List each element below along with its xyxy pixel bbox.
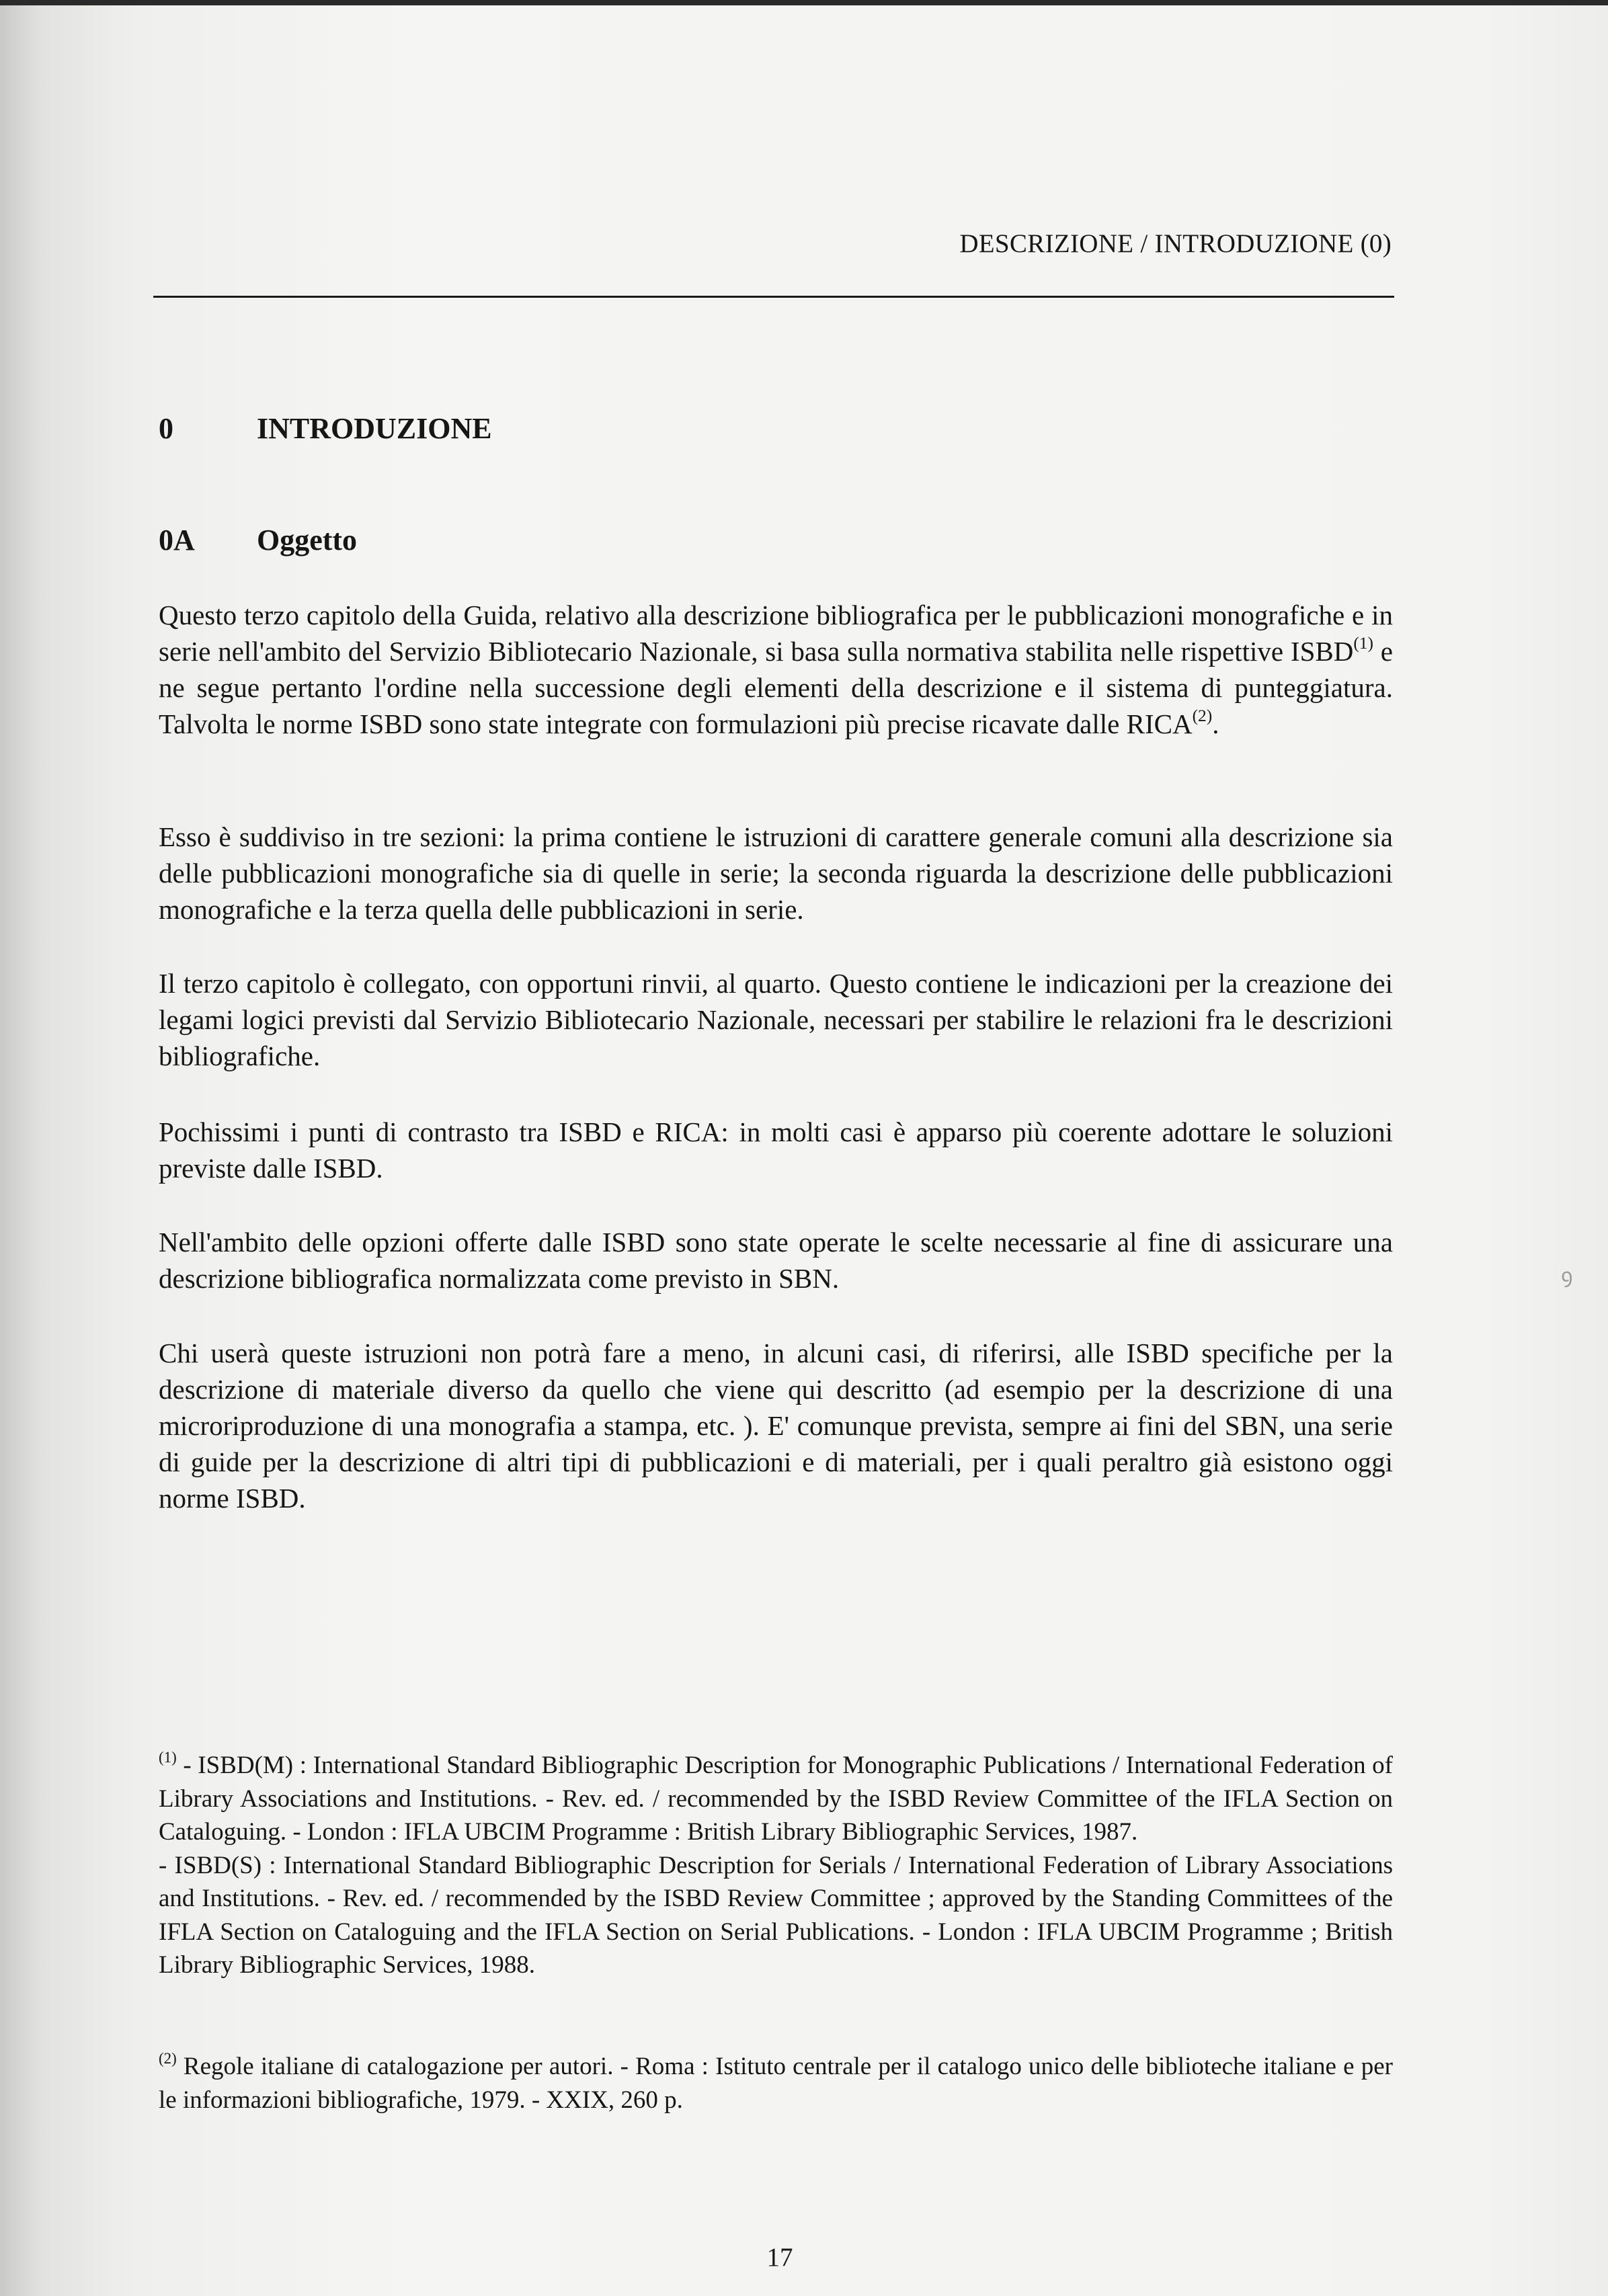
- section-title: INTRODUZIONE: [257, 412, 492, 445]
- paragraph-1: [159, 597, 1393, 742]
- footnote-1: [159, 1749, 1393, 1982]
- header-rule: [153, 296, 1394, 298]
- footnote-2: [159, 2050, 1393, 2117]
- footnote-1-continuation: - ISBD(S) : International Standard Bibliographic Description for Serials / International Federation of Library Associations and Institutions. - Rev. ed. / recommended by the ISBD Review Committee ; approved by the Standing Committees of the IFLA Section on Cataloguing and the IFLA Section on Serial Publications. - London : IFLA UBCIM Programme ; British Library Bibliographic Services, 1988.: [159, 1851, 1393, 1979]
- paragraph-3-text: Il terzo capitolo è collegato, con opportuni rinvii, al quarto. Questo contiene le indicazioni per la creazione dei legami logici previsti dal Servizio Bibliotecario Nazionale, necessari per stabilire le relazioni fra le descrizioni bibliografiche.: [159, 968, 1393, 1071]
- paragraph-1-part-b: e ne segue pertanto l'ordine nella successione degli elementi della descrizione e il sistema di punteggiatura. Talvolta le norme ISBD sono state integrate con formulazioni più precise ricavate dalle RICA: [159, 636, 1393, 739]
- paragraph-2-text: Esso è suddiviso in tre sezioni: la prima contiene le istruzioni di carattere generale comuni alla descrizione sia delle pubblicazioni monografiche sia di quelle in serie; la seconda riguarda la descrizione delle pubblicazioni monografiche e la terza quella delle pubblicazioni in serie.: [159, 821, 1393, 925]
- footnote-ref-2: (2): [1192, 706, 1213, 726]
- running-header: DESCRIZIONE / INTRODUZIONE (0): [959, 229, 1392, 258]
- footnote-2-text: Regole italiane di catalogazione per autori. - Roma : Istituto centrale per il catalogo unico delle biblioteche italiane e per le informazioni bibliografiche, 1979. - XXIX, 260 p.: [159, 2053, 1393, 2114]
- paragraph-5: [159, 1224, 1393, 1297]
- subsection-heading-oggetto: [159, 523, 357, 557]
- margin-pencil-mark: ꝯ: [1561, 1265, 1573, 1287]
- section-number: 0: [159, 412, 173, 445]
- paragraph-1-part-a: Questo terzo capitolo della Guida, relativo alla descrizione bibliografica per le pubblicazioni monografiche e in serie nell'ambito del Servizio Bibliotecario Nazionale, si basa sulla normativa stabilita nelle rispettive ISBD: [159, 600, 1393, 667]
- page-number: 17: [766, 2243, 793, 2272]
- footnote-1-marker: (1): [159, 1748, 177, 1766]
- paragraph-5-text: Nell'ambito delle opzioni offerte dalle ISBD sono state operate le scelte necessarie al fine di assicurare una descrizione bibliografica normalizzata come previsto in SBN.: [159, 1227, 1393, 1294]
- footnote-ref-1: (1): [1353, 634, 1373, 653]
- paragraph-4-text: Pochissimi i punti di contrasto tra ISBD e RICA: in molti casi è apparso più coerente adottare le soluzioni previste dalle ISBD.: [159, 1116, 1393, 1184]
- paragraph-4: [159, 1114, 1393, 1186]
- paragraph-6-text: Chi userà queste istruzioni non potrà fare a meno, in alcuni casi, di riferirsi, alle ISBD specifiche per la descrizione di materiale diverso da quello che viene qui descritto (ad esempio per la descrizione di una microriproduzione di una monografia a stampa, etc. ). E' comunque prevista, sempre ai fini del SBN, una serie di guide per la descrizione di altri tipi di pubblicazioni e di materiali, per i quali peraltro già esistono oggi norme ISBD.: [159, 1338, 1393, 1514]
- paragraph-2: [159, 819, 1393, 928]
- scan-top-edge: [0, 0, 1608, 5]
- paragraph-3: [159, 965, 1393, 1074]
- footnote-1-text: - ISBD(M) : International Standard Bibliographic Description for Monographic Publications / International Federation of Library Associations and Institutions. - Rev. ed. / recommended by the ISBD Review Committee of the IFLA Section on Cataloguing. - London : IFLA UBCIM Programme : British Library Bibliographic Services, 1987.: [159, 1752, 1393, 1846]
- footnote-2-marker: (2): [159, 2049, 177, 2067]
- subsection-number: 0A: [159, 524, 195, 557]
- paragraph-6: [159, 1335, 1393, 1516]
- section-heading-introduzione: [159, 411, 492, 446]
- subsection-title: Oggetto: [257, 524, 358, 557]
- paragraph-1-part-c: .: [1212, 708, 1219, 739]
